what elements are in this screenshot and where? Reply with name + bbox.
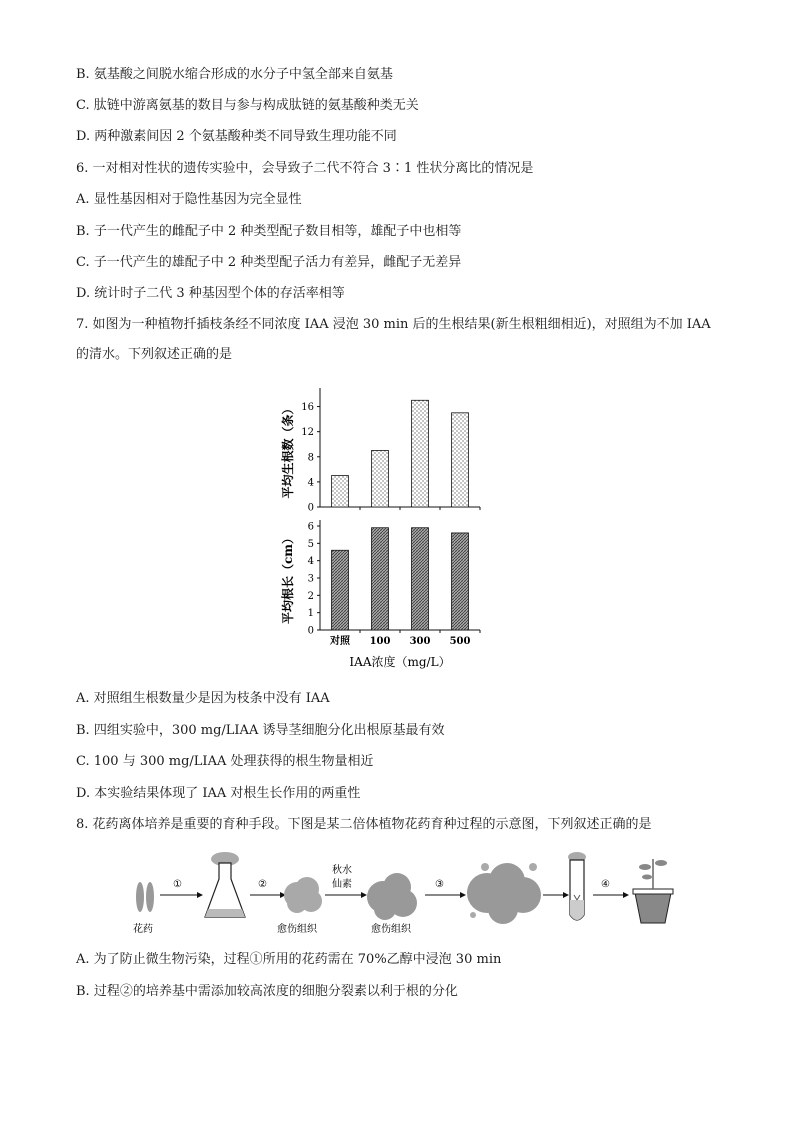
- anther-icon: [136, 882, 154, 912]
- y-tick-label: 1: [307, 608, 314, 620]
- arrow-5: [593, 892, 629, 898]
- step-3-label: ③: [435, 879, 444, 890]
- text-line: A. 对照组生根数量少是因为枝条中没有 IAA: [76, 691, 330, 706]
- bar: [412, 400, 429, 507]
- text-line: D. 两种激素间因 2 个氨基酸种类不同导致生理功能不同: [76, 129, 397, 144]
- test-tube-icon: [568, 852, 586, 920]
- arrow-2: [250, 892, 286, 898]
- bar: [332, 550, 349, 630]
- y-axis-label: 平均根长（cm）: [281, 531, 295, 625]
- y-tick-label: 16: [301, 402, 314, 414]
- text-line: B. 过程②的培养基中需添加较高浓度的细胞分裂素以利于根的分化: [76, 984, 458, 999]
- x-tick-label: 对照: [330, 636, 350, 647]
- text-line: 6. 一对相对性状的遗传实验中，会导致子二代不符合 3∶1 性状分离比的情况是: [76, 161, 534, 176]
- x-axis-label: IAA浓度（mg/L）: [349, 655, 451, 669]
- text-line: 7. 如图为一种植物扦插枝条经不同浓度 IAA 浸泡 30 min 后的生根结果(新生根粗细相近)，对照组为不加 IAA: [76, 317, 711, 332]
- text-line: B. 四组实验中，300 mg/LIAA 诱导茎细胞分化出根原基最有效: [76, 723, 445, 738]
- colchicine-label-1: 秋水: [332, 865, 352, 876]
- arrow-3: [425, 892, 466, 898]
- callus-icon-2: [367, 873, 417, 920]
- bar: [452, 413, 469, 507]
- text-line: 的清水。下列叙述正确的是: [76, 347, 233, 362]
- diagram-label-callus-1: 愈伤组织: [277, 924, 317, 935]
- text-line: A. 为了防止微生物污染，过程①所用的花药需在 70%乙醇中浸泡 30 min: [76, 952, 502, 967]
- bar: [452, 533, 469, 630]
- y-tick-label: 4: [307, 556, 314, 568]
- bar: [372, 528, 389, 630]
- text-line: B. 氨基酸之间脱水缩合形成的水分子中氢全部来自氨基: [76, 67, 393, 82]
- x-tick-label: 300: [409, 636, 431, 647]
- x-tick-label: 100: [369, 636, 391, 647]
- y-tick-label: 4: [307, 477, 314, 489]
- text-line: C. 子一代产生的雄配子中 2 种类型配子活力有差异，雌配子无差异: [76, 255, 462, 270]
- step-2-label: ②: [258, 879, 267, 890]
- text-line: D. 本实验结果体现了 IAA 对根生长作用的两重性: [76, 786, 361, 801]
- arrow-4: [543, 892, 569, 898]
- y-tick-label: 2: [307, 590, 314, 602]
- bar: [372, 451, 389, 508]
- root-length-panel: [280, 520, 480, 669]
- diagram-label-callus-2: 愈伤组织: [371, 924, 411, 935]
- y-tick-label: 3: [307, 573, 314, 585]
- anther-culture-diagram: [125, 845, 685, 945]
- bar: [412, 528, 429, 630]
- y-tick-label: 6: [307, 521, 314, 533]
- diagram-label-anther: 花药: [133, 924, 153, 935]
- arrow-colchicine: [325, 892, 367, 898]
- callus-icon-1: [284, 877, 322, 913]
- text-line: C. 100 与 300 mg/LIAA 处理获得的根生物量相近: [76, 754, 374, 769]
- text-line: B. 子一代产生的雌配子中 2 种类型配子数目相等，雄配子中也相等: [76, 224, 462, 239]
- x-tick-label: 500: [449, 636, 471, 647]
- step-4-label: ④: [601, 879, 610, 890]
- arrow-1: [160, 892, 203, 898]
- bar: [332, 476, 349, 507]
- y-axis-label: 平均生根数（条）: [281, 402, 295, 499]
- potted-plant-icon: [633, 859, 673, 923]
- text-line: C. 肽链中游离氨基的数目与参与构成肽链的氨基酸种类无关: [76, 98, 419, 113]
- y-tick-label: 0: [307, 502, 314, 514]
- iaa-rooting-chart: [270, 380, 530, 675]
- flask-icon: [205, 852, 245, 917]
- text-line: 8. 花药离体培养是重要的育种手段。下图是某二倍体植物花药育种过程的示意图，下列叙述正确的是: [76, 817, 652, 832]
- step-1-label: ①: [173, 879, 182, 890]
- y-tick-label: 12: [301, 427, 314, 439]
- y-tick-label: 5: [307, 538, 314, 550]
- colchicine-label-2: 仙素: [332, 879, 352, 890]
- plantlet-cluster-icon: [467, 863, 541, 924]
- y-tick-label: 0: [307, 625, 314, 637]
- text-line: D. 统计时子二代 3 种基因型个体的存活率相等: [76, 286, 345, 301]
- y-tick-label: 8: [307, 452, 314, 464]
- root-number-panel: [280, 388, 480, 514]
- text-line: A. 显性基因相对于隐性基因为完全显性: [76, 192, 302, 207]
